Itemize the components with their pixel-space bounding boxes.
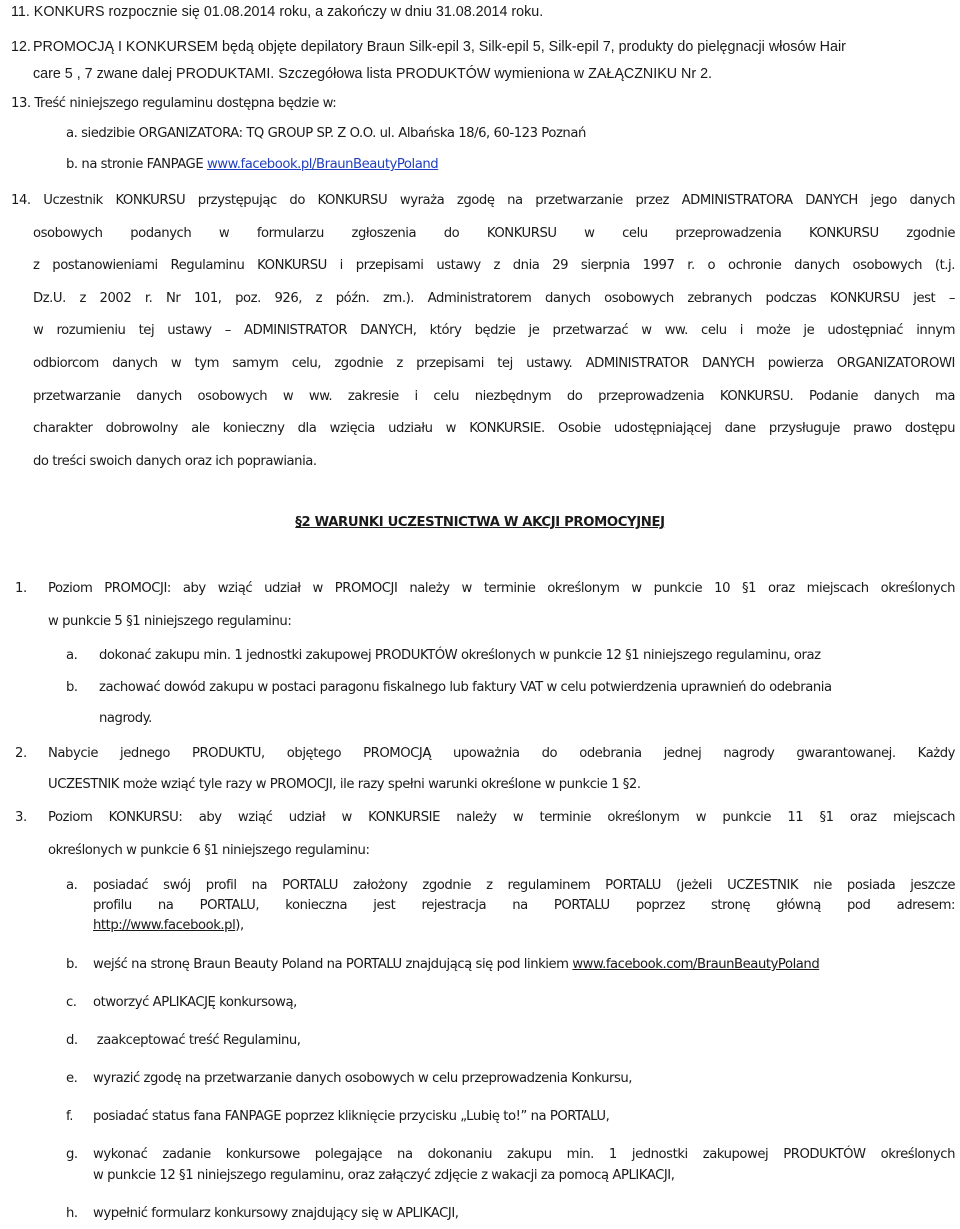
section-item-1a-text: dokonać zakupu min. 1 jednostki zakupowej PRODUKTÓW określonych w punkcie 12 §1 niniejszego regulaminu, oraz	[99, 648, 821, 663]
paragraph-14-line-8: charakter dobrowolny ale konieczny dla wzięcia udziału w KONKURSIE. Osobie udostępniającej dane przysługuje prawo dostępu	[33, 421, 955, 436]
paragraph-14-line-4: Dz.U. z 2002 r. Nr 101, poz. 926, z późn. zm.). Administratorem danych osobowych zebranych podczas KONKURSU jest –	[33, 291, 955, 306]
paragraph-13: 13. Treść niniejszego regulaminu dostępna będzie w:	[11, 96, 337, 111]
section-item-3e-label: e.	[66, 1071, 78, 1086]
paragraph-12-line-1: PROMOCJĄ I KONKURSEM będą objęte depilatory Braun Silk-epil 3, Silk-epil 5, Silk-epil 7, produkty do pielęgnacji włosów Hair	[33, 39, 846, 55]
paragraph-14-line-5: w rozumieniu tej ustawy – ADMINISTRATOR DANYCH, który będzie je przetwarzać w ww. celu i może je udostępniać innym	[33, 323, 955, 338]
section-item-3a-line-2: profilu na PORTALU, konieczna jest rejestracja na PORTALU poprzez stronę główną pod adresem:	[93, 898, 955, 913]
facebook-homepage-link[interactable]: http://www.facebook.pl	[93, 918, 236, 933]
section-heading: §2 WARUNKI UCZESTNICTWA W AKCJI PROMOCYJNEJ	[295, 515, 665, 530]
section-item-2-line-2: UCZESTNIK może wziąć tyle razy w PROMOCJI, ile razy spełni warunki określone w punkcie 1 §2.	[48, 777, 641, 792]
section-item-1b-line-2: nagrody.	[99, 711, 152, 726]
section-item-1-line-1: Poziom PROMOCJI: aby wziąć udział w PROMOCJI należy w terminie określonym w punkcie 10 §1 oraz miejscach określonych	[48, 581, 955, 596]
section-item-3b-prefix: wejść na stronę Braun Beauty Poland na PORTALU znajdującą się pod linkiem	[93, 957, 573, 972]
section-item-1-line-2: w punkcie 5 §1 niniejszego regulaminu:	[48, 614, 292, 629]
paragraph-14-line-3: z postanowieniami Regulaminu KONKURSU i przepisami ustawy z dnia 29 sierpnia 1997 r. o ochronie danych osobowych (t.j.	[33, 258, 955, 273]
paragraph-14-line-9: do treści swoich danych oraz ich poprawiania.	[33, 454, 317, 469]
section-item-3f-text: posiadać status fana FANPAGE poprzez kliknięcie przycisku „Lubię to!” na PORTALU,	[93, 1109, 610, 1124]
section-item-3g-line-2: w punkcie 12 §1 niniejszego regulaminu, oraz załączyć zdjęcie z wakacji za pomocą APLIKACJI,	[93, 1168, 675, 1183]
section-item-3-number: 3.	[15, 810, 27, 825]
paragraph-12-number: 12.	[11, 39, 31, 55]
section-item-3-line-1: Poziom KONKURSU: aby wziąć udział w KONKURSIE należy w terminie określonym w punkcie 11 §1 oraz miejscach	[48, 810, 955, 825]
section-item-2-number: 2.	[15, 746, 27, 761]
paragraph-13-item-a: a. siedzibie ORGANIZATORA: TQ GROUP SP. Z O.O. ul. Albańska 18/6, 60-123 Poznań	[66, 126, 586, 141]
section-item-3h-text: wypełnić formularz konkursowy znajdujący się w APLIKACJI,	[93, 1206, 459, 1221]
section-item-3f-label: f.	[66, 1109, 73, 1124]
section-item-3a-line-3	[93, 918, 244, 933]
paragraph-13-item-b	[66, 157, 438, 172]
paragraph-13-item-b-text: b. na stronie FANPAGE	[66, 157, 207, 172]
section-item-3g-label: g.	[66, 1147, 78, 1162]
braun-beauty-poland-link[interactable]: www.facebook.com/BraunBeautyPoland	[572, 957, 820, 972]
paragraph-14-line-6: odbiorcom danych w tym samym celu, zgodnie z przepisami tej ustawy. ADMINISTRATOR DANYCH powierza ORGANIZATOROWI	[33, 356, 955, 371]
section-item-1a-label: a.	[66, 648, 78, 663]
paragraph-14-line-7: przetwarzanie danych osobowych w ww. zakresie i celu niezbędnym do przeprowadzenia KONKURSU. Podanie danych ma	[33, 389, 955, 404]
section-item-2-line-1: Nabycie jednego PRODUKTU, objętego PROMOCJĄ upoważnia do odebrania jednej nagrody gwarantowanej. Każdy	[48, 746, 955, 761]
section-item-3b-text	[93, 957, 819, 972]
paragraph-11: 11. KONKURS rozpocznie się 01.08.2014 roku, a zakończy w dniu 31.08.2014 roku.	[11, 4, 544, 20]
section-item-3d-text: zaakceptować treść Regulaminu,	[93, 1033, 301, 1048]
paragraph-14-line-1: 14. Uczestnik KONKURSU przystępując do KONKURSU wyraża zgodę na przetwarzanie przez ADMINISTRATORA DANYCH jego danych	[11, 193, 955, 208]
section-item-3a-label: a.	[66, 878, 78, 893]
section-item-3e-text: wyrazić zgodę na przetwarzanie danych osobowych w celu przeprowadzenia Konkursu,	[93, 1071, 633, 1086]
section-item-3a-suffix: ),	[235, 918, 244, 933]
section-item-3c-text: otworzyć APLIKACJĘ konkursową,	[93, 995, 297, 1010]
paragraph-14-line-2: osobowych podanych w formularzu zgłoszenia do KONKURSU w celu przeprowadzenia KONKURSU zgodnie	[33, 226, 955, 241]
paragraph-12-line-2: care 5 , 7 zwane dalej PRODUKTAMI. Szczegółowa lista PRODUKTÓW wymieniona w ZAŁĄCZNIKU Nr 2.	[33, 66, 713, 82]
section-item-3b-label: b.	[66, 957, 78, 972]
section-item-3c-label: c.	[66, 995, 77, 1010]
section-item-3-line-2: określonych w punkcie 6 §1 niniejszego regulaminu:	[48, 843, 370, 858]
section-item-3a-line-1: posiadać swój profil na PORTALU założony zgodnie z regulaminem PORTALU (jeżeli UCZESTNIK nie posiada jeszcze	[93, 878, 955, 893]
section-item-1b-label: b.	[66, 680, 78, 695]
section-item-3d-label: d.	[66, 1033, 78, 1048]
section-item-1b-line-1: zachować dowód zakupu w postaci paragonu fiskalnego lub faktury VAT w celu potwierdzenia uprawnień do odebrania	[99, 680, 832, 695]
section-item-3g-line-1: wykonać zadanie konkursowe polegające na dokonaniu zakupu min. 1 jednostki zakupowej PRODUKTÓW określonych	[93, 1147, 955, 1162]
fanpage-link[interactable]: www.facebook.pl/BraunBeautyPoland	[206, 157, 439, 172]
section-item-1-number: 1.	[15, 581, 27, 596]
section-item-3h-label: h.	[66, 1206, 78, 1221]
